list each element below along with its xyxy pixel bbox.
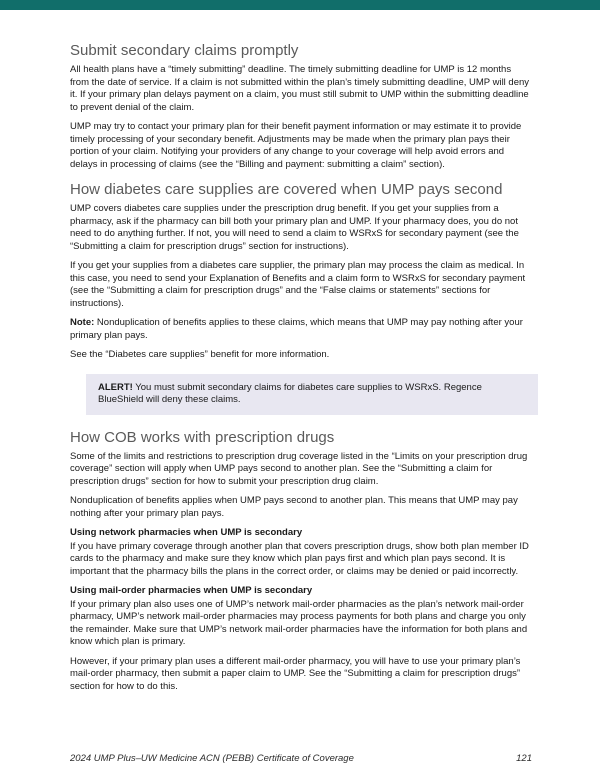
paragraph-timely-submitting: All health plans have a “timely submitting” deadline. The timely submitting deadline for UMP is 12 months from the date of service. If a claim is not submitted within the plan’s timely submitting deadline, UMP will deny it. If your primary plan delays payment on a claim, you must still submit to UMP within the submitting deadline to prevent denial of the claim. (70, 64, 530, 113)
page-content (0, 10, 600, 693)
footer-page-number: 121 (516, 753, 532, 764)
heading-diabetes-care-supplies: How diabetes care supplies are covered when UMP pays second (70, 181, 503, 198)
heading-submit-secondary-claims: Submit secondary claims promptly (70, 42, 299, 59)
subheading-network-pharmacies: Using network pharmacies when UMP is secondary (70, 527, 303, 538)
alert-text: You must submit secondary claims for diabetes care supplies to WSRxS. Regence BlueShield will deny these claims. (98, 381, 482, 405)
subheading-mail-order-pharmacies: Using mail-order pharmacies when UMP is secondary (70, 585, 313, 596)
alert-box (86, 374, 538, 415)
alert-paragraph (98, 382, 526, 407)
paragraph-mail-order-same: If your primary plan also uses one of UMP’s network mail-order pharmacies as the plan’s network mail-order pharmacy, UMP’s network mail-order pharmacies may process payments for both plans and charge you only the remainder. Make sure that UMP’s network mail-order pharmacies have the information for both plans and know which plan is primary. (70, 598, 528, 647)
paragraph-network-pharmacies: If you have primary coverage through another plan that covers prescription drugs, show both plan member ID cards to the pharmacy and make sure they know which plan pays first and which plan pays second. It is important that the pharmacy bills the plans in the correct order, or claims may be denied or paid incorrectly. (70, 540, 529, 577)
note-paragraph (70, 317, 532, 342)
paragraph-primary-plan-contact: UMP may try to contact your primary plan for their benefit payment information or may estimate it to provide timely processing of your secondary benefit. Adjustments may be made when the primary plan pays their portion of your claim. Notifying your providers of any change to your coverage will help avoid errors and delays in processing of claims (see the “Billing and payment: submitting a claim” section). (70, 121, 522, 170)
paragraph-mail-order-different: However, if your primary plan uses a different mail-order pharmacy, you will have to use your primary plan’s mail-order pharmacy, then submit a paper claim to UMP. See the “Submitting a claim for prescription drugs” section for how to do this. (70, 655, 521, 692)
paragraph-nonduplication: Nonduplication of benefits applies when UMP pays second to another plan. This means that UMP may pay nothing after your primary plan pays. (70, 495, 518, 519)
note-label: Note: (70, 317, 95, 328)
page-top-bar (0, 0, 600, 10)
paragraph-see-diabetes-benefit: See the “Diabetes care supplies” benefit for more information. (70, 349, 330, 360)
paragraph-diabetes-pharmacy: UMP covers diabetes care supplies under the prescription drug benefit. If you get your supplies from a pharmacy, ask if the pharmacy can bill both your primary plan and UMP. If your pharmacy does, you do not need to do anything further. If not, you will need to send a claim to WSRxS for secondary payment (see the “Submitting a claim for prescription drugs” section for instructions). (70, 203, 519, 252)
footer-document-title: 2024 UMP Plus–UW Medicine ACN (PEBB) Certificate of Coverage (70, 753, 354, 764)
heading-cob-prescription-drugs: How COB works with prescription drugs (70, 428, 335, 446)
paragraph-diabetes-supplier: If you get your supplies from a diabetes care supplier, the primary plan may process the claim as medical. In this case, you need to send your Explanation of Benefits and a claim form to WSRxS for secondary payment (see the “Submitting a claim for prescription drugs” and the “False claims or statements” sections for instructions). (70, 260, 526, 309)
page-footer (70, 753, 532, 764)
note-text: Nonduplication of benefits applies to these claims, which means that UMP may pay nothing after your primary plan pays. (70, 317, 523, 341)
paragraph-cob-limits: Some of the limits and restrictions to prescription drug coverage listed in the “Limits on your prescription drug coverage” section will apply when UMP pays second to another plan. See the “Submitting a claim for prescription drugs” section for how to submit your prescription drug claim. (70, 450, 528, 487)
alert-label: ALERT! (98, 381, 133, 393)
